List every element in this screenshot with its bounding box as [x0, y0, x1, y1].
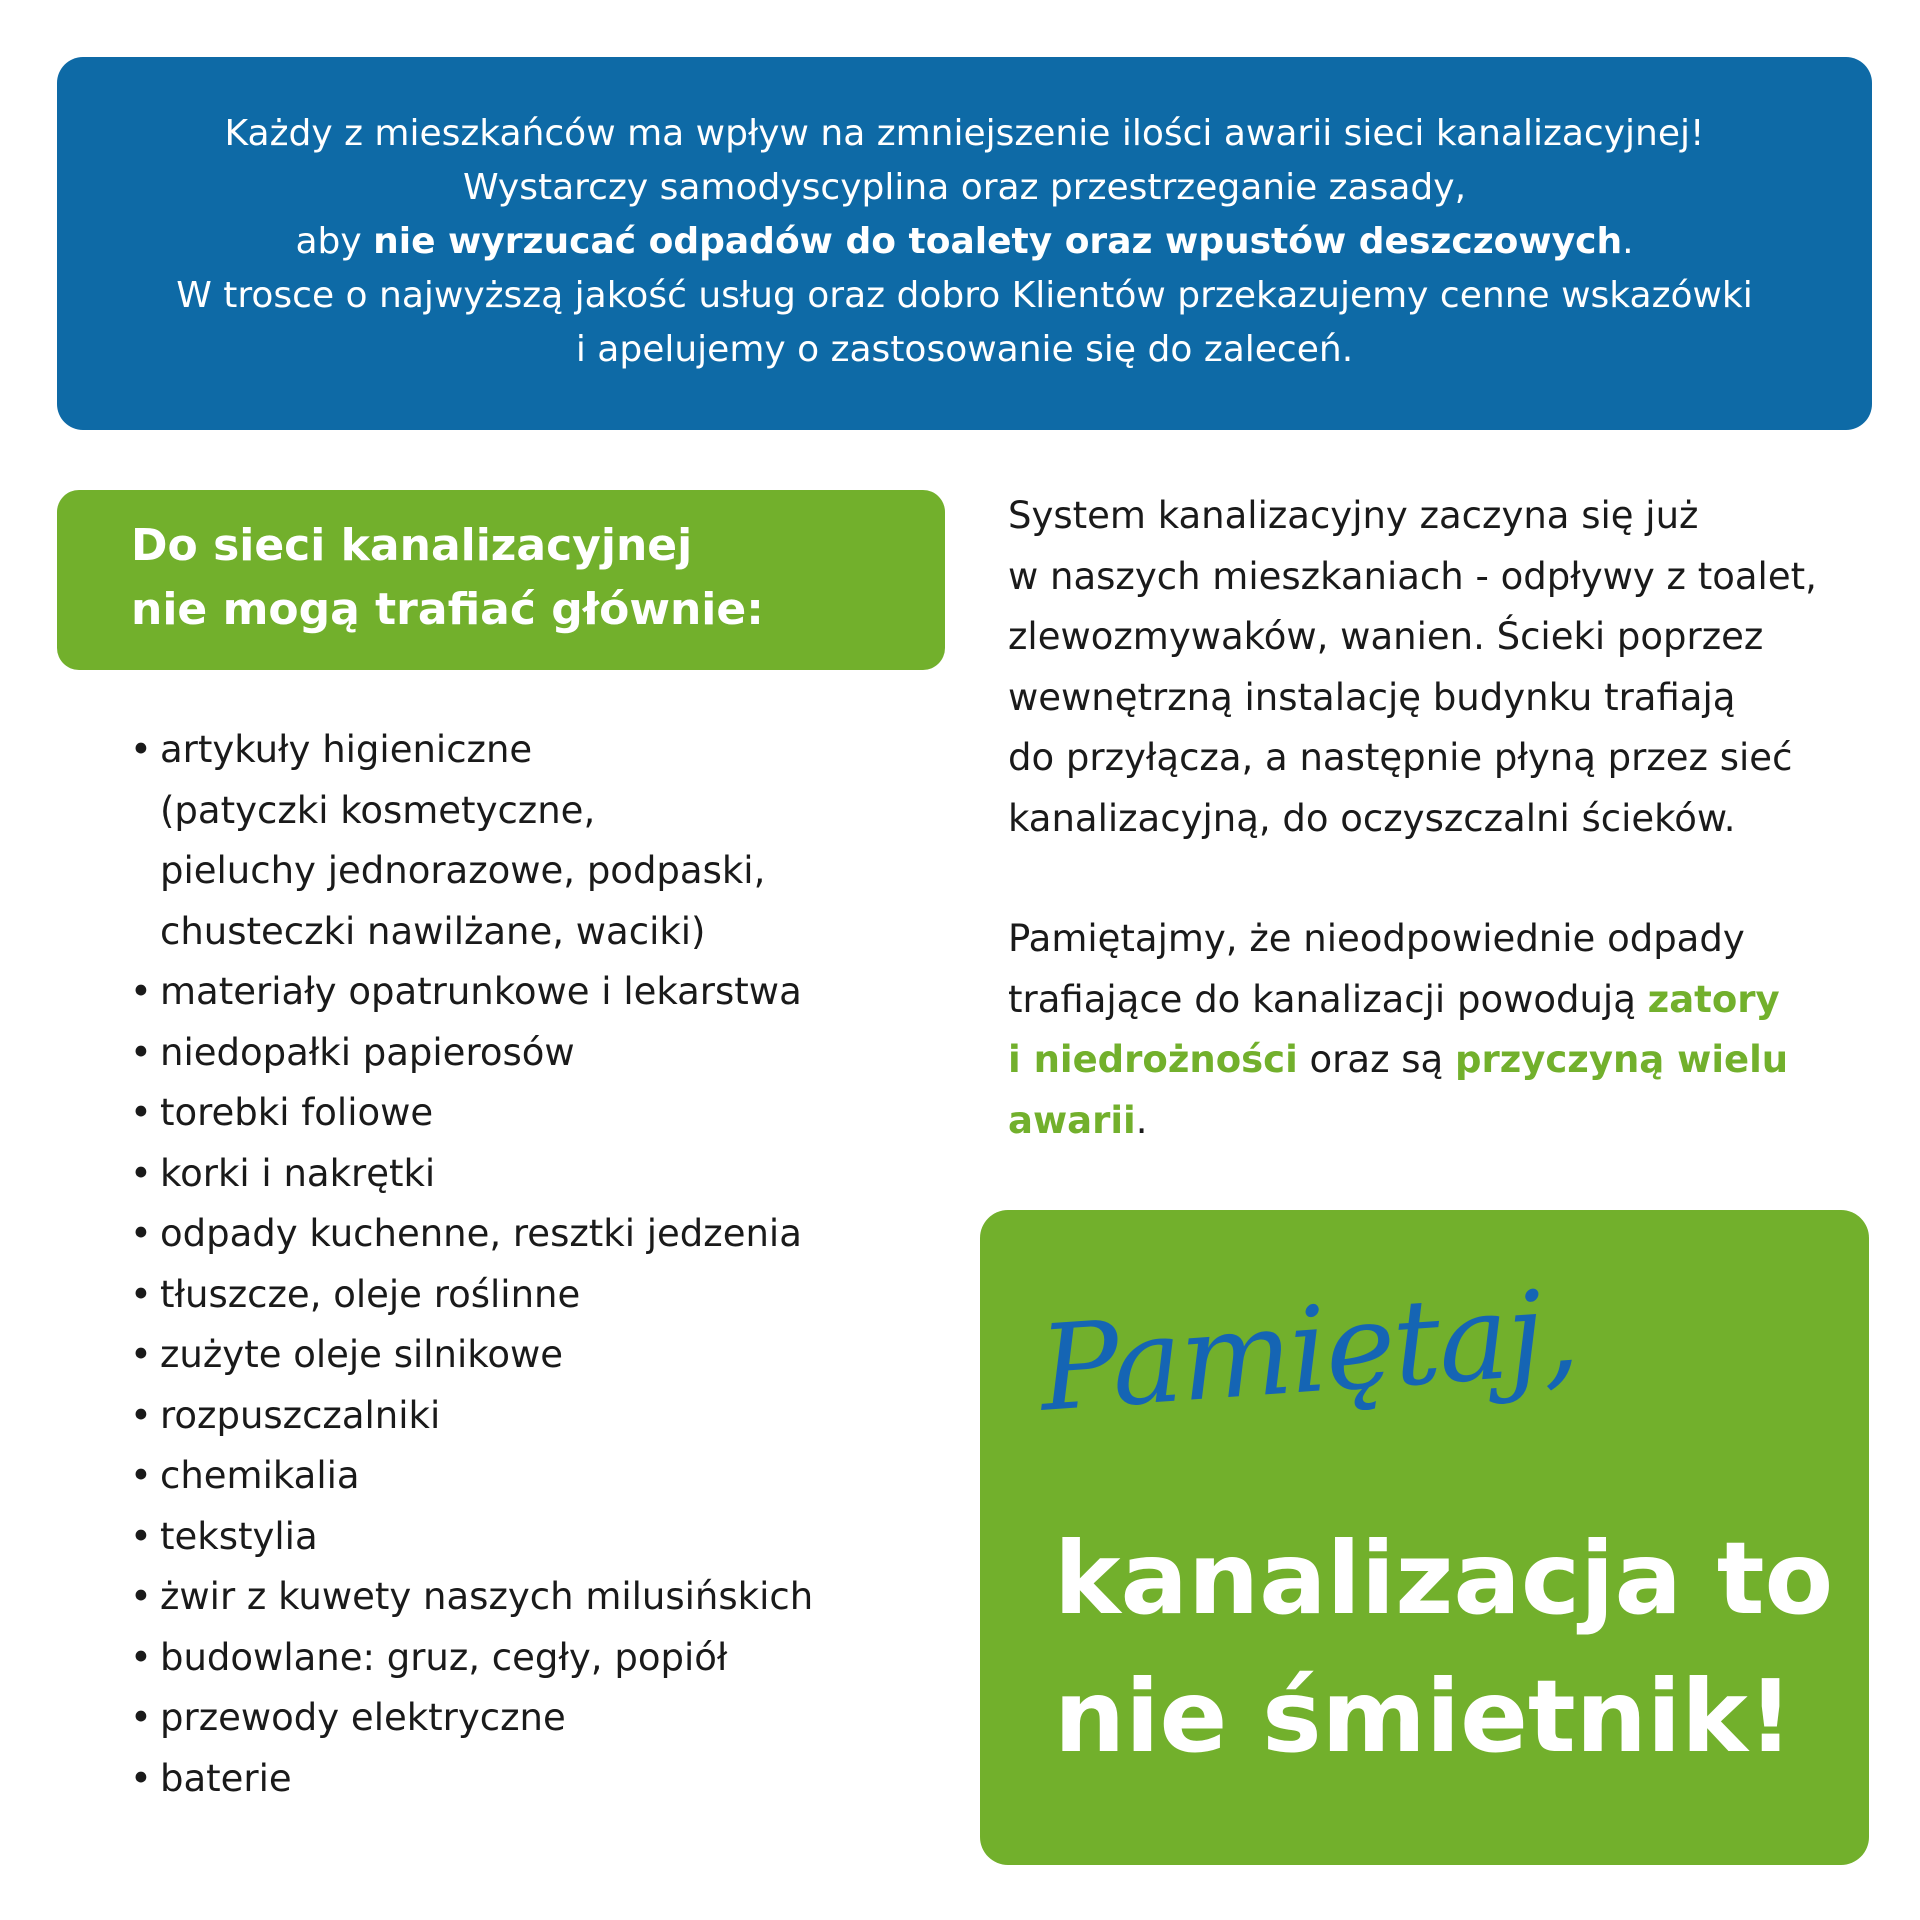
banned-list-header-line-2: nie mogą trafiać głównie: [131, 584, 764, 635]
slogan-line-2: nie śmietnik! [1054, 1658, 1794, 1775]
info-text-run: oraz są [1297, 1038, 1455, 1081]
list-item: • zużyte oleje silnikowe [130, 1325, 890, 1386]
intro-line-5: i apelujemy o zastosowanie się do zaleceń. [575, 329, 1354, 370]
info-line: System kanalizacyjny zaczyna się już [1008, 494, 1699, 537]
banned-items-list [130, 720, 890, 1809]
slogan-line-1: kanalizacja to [1054, 1520, 1834, 1637]
info-line: kanalizacyjną, do oczyszczalni ścieków. [1008, 796, 1736, 840]
list-item-detail: (patyczki kosmetyczne, [160, 788, 596, 832]
info-highlight: awarii [1008, 1098, 1136, 1142]
list-item-label: • artykuły higieniczne [160, 728, 533, 771]
info-text-run: trafiające do kanalizacji powodują [1008, 977, 1648, 1021]
list-item: • tłuszcze, oleje roślinne [130, 1265, 890, 1326]
slogan-script-heading: Pamiętaj, [1035, 1262, 1582, 1438]
info-line: w naszych mieszkaniach - odpływy z toalet, [1008, 554, 1817, 598]
info-highlight: przyczyną wielu [1454, 1038, 1789, 1081]
intro-banner [57, 57, 1872, 430]
info-line [1008, 1030, 1888, 1091]
list-item-detail: chusteczki nawilżane, waciki) [160, 909, 706, 953]
list-item: • rozpuszczalniki [130, 1386, 890, 1447]
info-text [1008, 486, 1888, 1151]
list-item: • budowlane: gruz, cegły, popiół [130, 1628, 890, 1689]
list-item: • korki i nakrętki [130, 1144, 890, 1205]
banned-list-header-line-1: Do sieci kanalizacyjnej [131, 520, 693, 571]
slogan-text [1054, 1510, 1833, 1786]
list-item: • żwir z kuwety naszych milusińskich [130, 1567, 890, 1628]
intro-line-1: Każdy z mieszkańców ma wpływ na zmniejszenie ilości awarii sieci kanalizacyjnej! [224, 113, 1705, 154]
info-paragraph-system [1008, 486, 1888, 849]
info-text-run: . [1135, 1098, 1148, 1142]
list-item: • materiały opatrunkowe i lekarstwa [130, 962, 890, 1023]
list-item: • przewody elektryczne [130, 1688, 890, 1749]
info-paragraph-warning [1008, 909, 1888, 1151]
intro-line-2: Wystarczy samodyscyplina oraz przestrzeganie zasady, [462, 167, 1467, 208]
info-line: wewnętrzną instalację budynku trafiają [1008, 675, 1736, 719]
intro-line-3-prefix: aby [295, 221, 374, 262]
slogan-box [980, 1210, 1869, 1865]
info-line: Pamiętajmy, że nieodpowiednie odpady [1008, 917, 1745, 960]
banned-list-header [57, 490, 945, 670]
list-item [130, 720, 890, 962]
list-item: • chemikalia [130, 1446, 890, 1507]
intro-line-3 [97, 215, 1832, 269]
info-highlight: zatory [1647, 977, 1780, 1021]
list-item: • niedopałki papierosów [130, 1023, 890, 1084]
list-item: • baterie [130, 1749, 890, 1810]
list-item: • odpady kuchenne, resztki jedzenia [130, 1204, 890, 1265]
list-item: • torebki foliowe [130, 1083, 890, 1144]
intro-line-3-suffix: . [1622, 221, 1634, 262]
intro-emphasis: nie wyrzucać odpadów do toalety oraz wpustów deszczowych [373, 221, 1623, 262]
info-line [1008, 970, 1888, 1031]
info-line [1008, 1091, 1888, 1152]
info-line: do przyłącza, a następnie płyną przez sieć [1008, 736, 1793, 779]
info-highlight: i niedrożności [1008, 1038, 1298, 1081]
list-item-detail: pieluchy jednorazowe, podpaski, [160, 849, 766, 892]
list-item: • tekstylia [130, 1507, 890, 1568]
intro-line-4: W trosce o najwyższą jakość usług oraz dobro Klientów przekazujemy cenne wskazówki [176, 275, 1753, 316]
info-line: zlewozmywaków, wanien. Ścieki poprzez [1008, 615, 1764, 658]
